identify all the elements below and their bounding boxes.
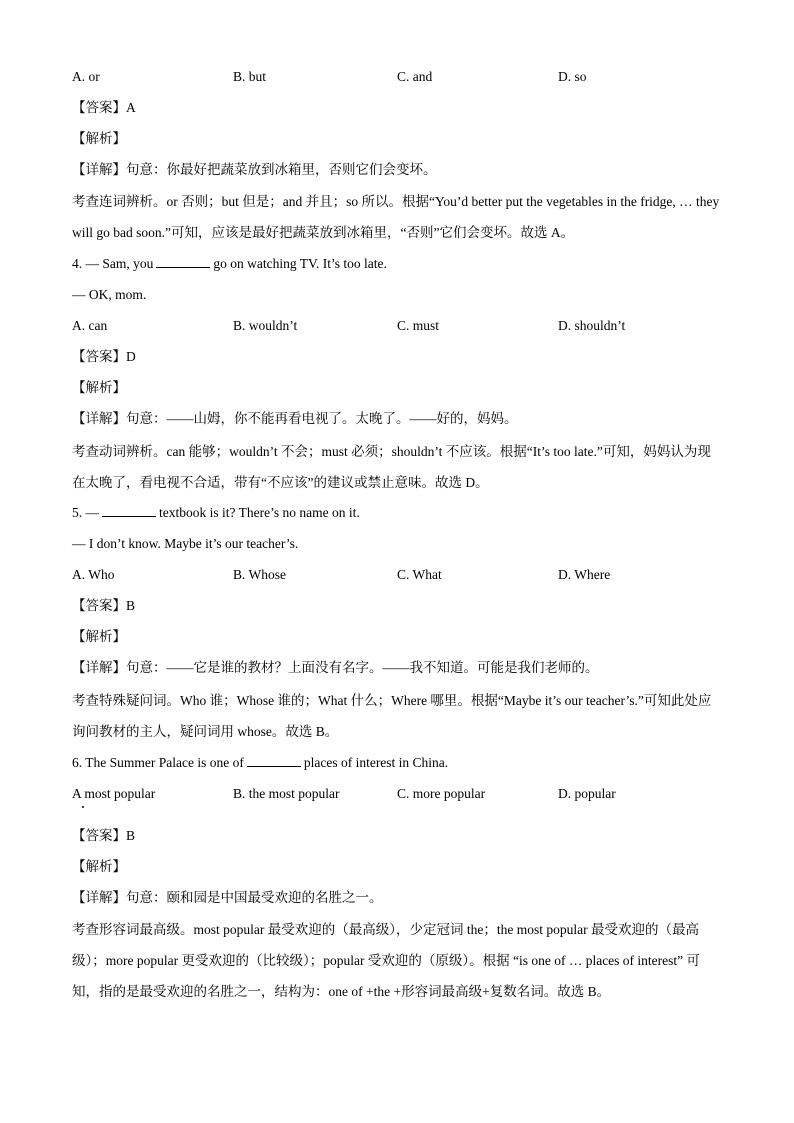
q3-option-d: D. so: [558, 69, 587, 84]
q6-stem-before: 6. The Summer Palace is one of: [72, 755, 244, 770]
q4-detail: 【详解】句意：——山姆，你不能再看电视了。太晚了。——好的，妈妈。: [72, 411, 518, 426]
q5-answer: 【答案】B: [72, 598, 136, 613]
q5-option-a: A. Who: [72, 567, 115, 582]
stray-dot-mark: [82, 806, 84, 808]
q6-analysis-heading: 【解析】: [72, 859, 126, 874]
q6-option-c: C. more popular: [397, 786, 486, 801]
q6-stem: [72, 754, 722, 772]
q4-analysis-heading: 【解析】: [72, 380, 126, 395]
q6-blank: [247, 754, 301, 767]
q4-stem-after: go on watching TV. It’s too late.: [213, 256, 387, 271]
q4-option-c: C. must: [397, 318, 440, 333]
q4-option-b: B. wouldn’t: [233, 318, 298, 333]
q6-option-b: B. the most popular: [233, 786, 340, 801]
q5-stem-after: textbook is it? There’s no name on it.: [159, 505, 360, 520]
q5-explanation: 考查特殊疑问词。Who 谁；Whose 谁的；What 什么；Where 哪里。根据“Maybe it’s our teacher’s.”可知此处应询问教材的主人，疑问词用 whose。故选 B。: [72, 693, 712, 739]
q4-option-d: D. shouldn’t: [558, 318, 626, 333]
q3-option-a: A. or: [72, 69, 100, 84]
q5-option-d: D. Where: [558, 567, 611, 582]
q3-option-c: C. and: [397, 69, 433, 84]
q5-blank: [102, 504, 156, 517]
q5-reply: — I don’t know. Maybe it’s our teacher’s.: [72, 536, 299, 551]
q3-option-b: B. but: [233, 69, 267, 84]
q5-option-b: B. Whose: [233, 567, 286, 582]
q6-answer: 【答案】B: [72, 828, 136, 843]
q5-stem: [72, 504, 722, 522]
q6-explanation: 考查形容词最高级。most popular 最受欢迎的（最高级），少定冠词 the；the most popular 最受欢迎的（最高级）；more popular 更受欢迎的（比较级）；popular 受欢迎的（原级）。根据 “is one of … places of interest” 可知，指的是最受欢迎的名胜之一，结构为：one of +the +形容词最高级+复数名词。故选 B。: [72, 922, 701, 999]
q4-explanation: 考查动词辨析。can 能够；wouldn’t 不会；must 必须；shouldn’t 不应该。根据“It’s too late.”可知，妈妈认为现在太晚了，看电视不合适，带有“不应该”的建议或禁止意味。故选 D。: [72, 444, 711, 490]
q6-stem-after: places of interest in China.: [303, 755, 449, 770]
q6-option-a: A most popular: [72, 786, 156, 801]
q3-answer: 【答案】A: [72, 100, 136, 115]
q3-explanation: 考查连词辨析。or 否则；but 但是；and 并且；so 所以。根据“You’d better put the vegetables in the fridge, … they will go bad soon.”可知，应该是最好把蔬菜放到冰箱里，“否则”它们会变坏。故选 A。: [72, 194, 720, 240]
q4-stem-before: 4. — Sam, you: [72, 256, 154, 271]
q6-option-d: D. popular: [558, 786, 616, 801]
q5-detail: 【详解】句意：——它是谁的教材？上面没有名字。——我不知道。可能是我们老师的。: [72, 660, 599, 675]
q5-stem-before: 5. —: [72, 505, 99, 520]
q6-detail: 【详解】句意：颐和园是中国最受欢迎的名胜之一。: [72, 890, 383, 905]
q3-detail: 【详解】句意：你最好把蔬菜放到冰箱里，否则它们会变坏。: [72, 162, 437, 177]
q5-analysis-heading: 【解析】: [72, 629, 126, 644]
q5-option-c: C. What: [397, 567, 442, 582]
q4-option-a: A. can: [72, 318, 108, 333]
q4-stem: [72, 255, 722, 273]
q4-reply: — OK, mom.: [72, 287, 147, 302]
q4-answer: 【答案】D: [72, 349, 136, 364]
q3-analysis-heading: 【解析】: [72, 131, 126, 146]
q4-blank: [156, 255, 210, 268]
